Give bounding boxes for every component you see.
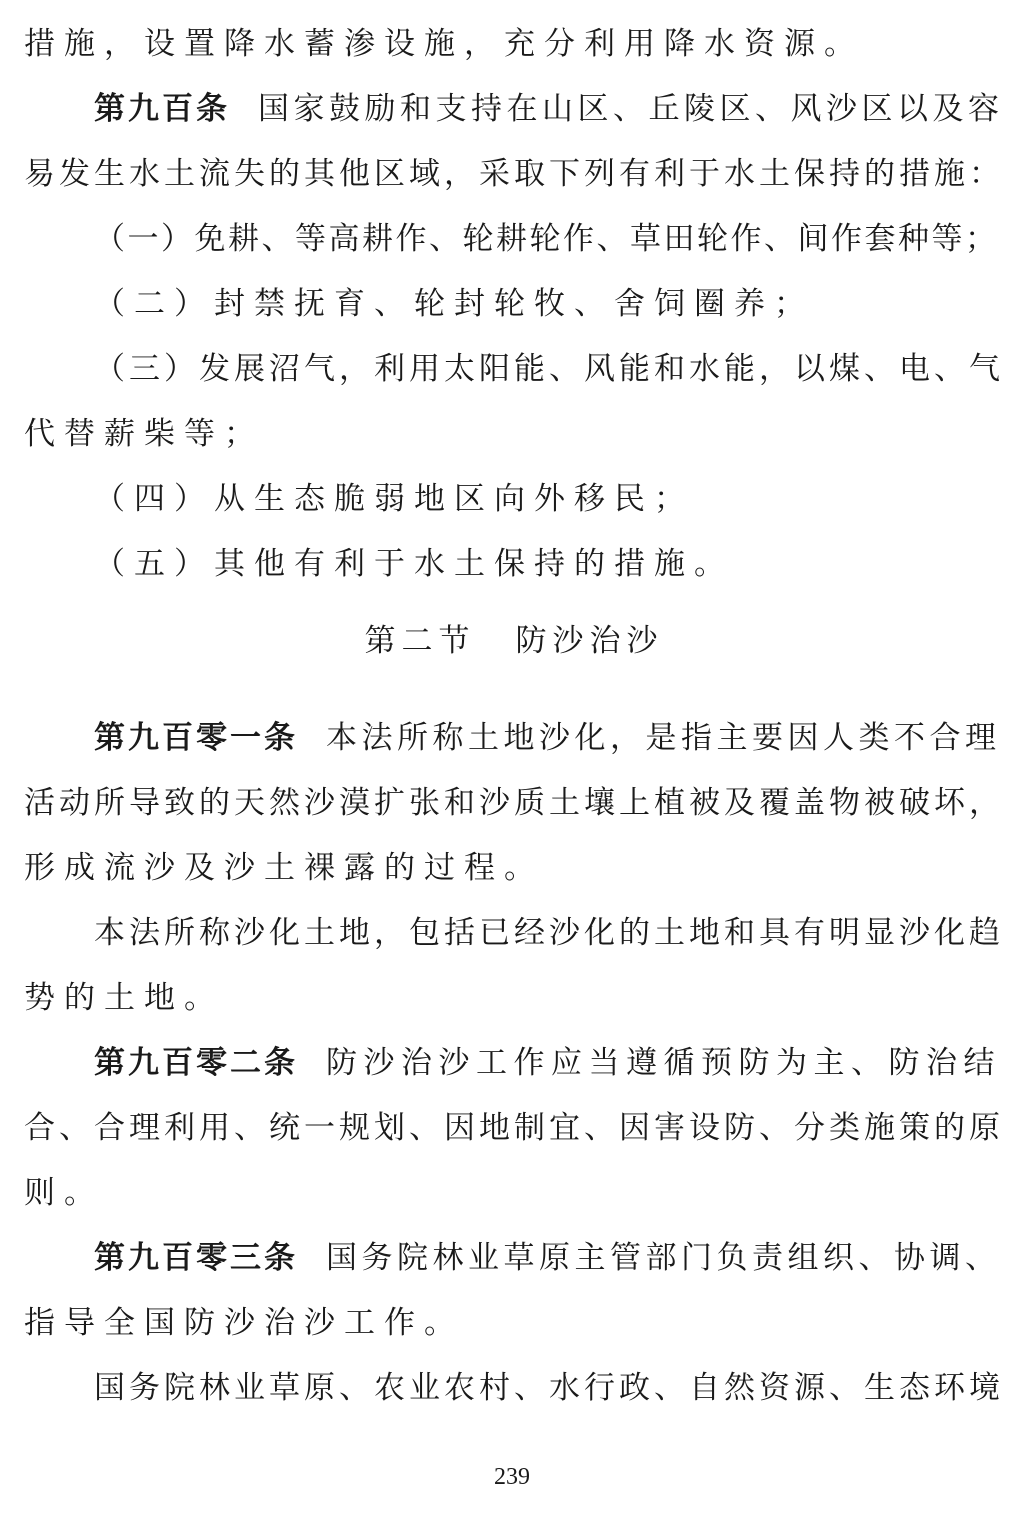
text-line: 国务院林业草原、农业农村、水行政、自然资源、生态环境 xyxy=(94,1370,1004,1406)
article-901-first-line xyxy=(24,706,1004,771)
list-item: （三）发展沼气，利用太阳能、风能和水能，以煤、电、气 xyxy=(94,351,1004,387)
section-title: 防沙治沙 xyxy=(515,623,664,659)
text-line: 形成流沙及沙土裸露的过程。 xyxy=(24,850,544,886)
text-line: 势的土地。 xyxy=(24,980,224,1016)
article-number: 第九百条 xyxy=(94,91,230,127)
article-text: 国家鼓励和支持在山区、丘陵区、风沙区以及容 xyxy=(258,91,1004,127)
section-number: 第二节 xyxy=(364,623,476,659)
article-number: 第九百零三条 xyxy=(94,1240,298,1276)
article-number: 第九百零一条 xyxy=(94,720,298,756)
text-line: 措施，设置降水蓄渗设施，充分利用降水资源。 xyxy=(24,26,864,62)
text-line: 活动所导致的天然沙漠扩张和沙质土壤上植被及覆盖物被破坏， xyxy=(24,785,1004,821)
spacer xyxy=(24,597,1004,609)
article-902-first-line xyxy=(24,1031,1004,1096)
article-text: 本法所称土地沙化，是指主要因人类不合理 xyxy=(326,720,1001,756)
text-line: 本法所称沙化土地，包括已经沙化的土地和具有明显沙化趋 xyxy=(94,915,1004,951)
article-text: 防沙治沙工作应当遵循预防为主、防治结 xyxy=(326,1045,1001,1081)
section-heading xyxy=(24,609,1004,674)
article-number: 第九百零二条 xyxy=(94,1045,298,1081)
list-item: （五）其他有利于水土保持的措施。 xyxy=(94,546,734,582)
article-text: 国务院林业草原主管部门负责组织、协调、 xyxy=(326,1240,1001,1276)
document-page xyxy=(24,12,1004,1421)
list-item: （二）封禁抚育、轮封轮牧、舍饲圈养； xyxy=(94,286,814,322)
list-item: （一）免耕、等高耕作、轮耕轮作、草田轮作、间作套种等； xyxy=(94,221,999,257)
spacer xyxy=(24,694,1004,706)
text-line: 则。 xyxy=(24,1175,104,1211)
list-item: （四）从生态脆弱地区向外移民； xyxy=(94,481,694,517)
text-line: 代替薪柴等； xyxy=(24,416,264,452)
article-900-first-line xyxy=(24,77,1004,142)
text-line: 指导全国防沙治沙工作。 xyxy=(24,1305,464,1341)
text-line: 合、合理利用、统一规划、因地制宜、因害设防、分类施策的原 xyxy=(24,1110,1004,1146)
text-line: 易发生水土流失的其他区域，采取下列有利于水土保持的措施： xyxy=(24,156,1004,192)
article-903-first-line xyxy=(24,1226,1004,1291)
page-number: 239 xyxy=(494,1464,530,1490)
